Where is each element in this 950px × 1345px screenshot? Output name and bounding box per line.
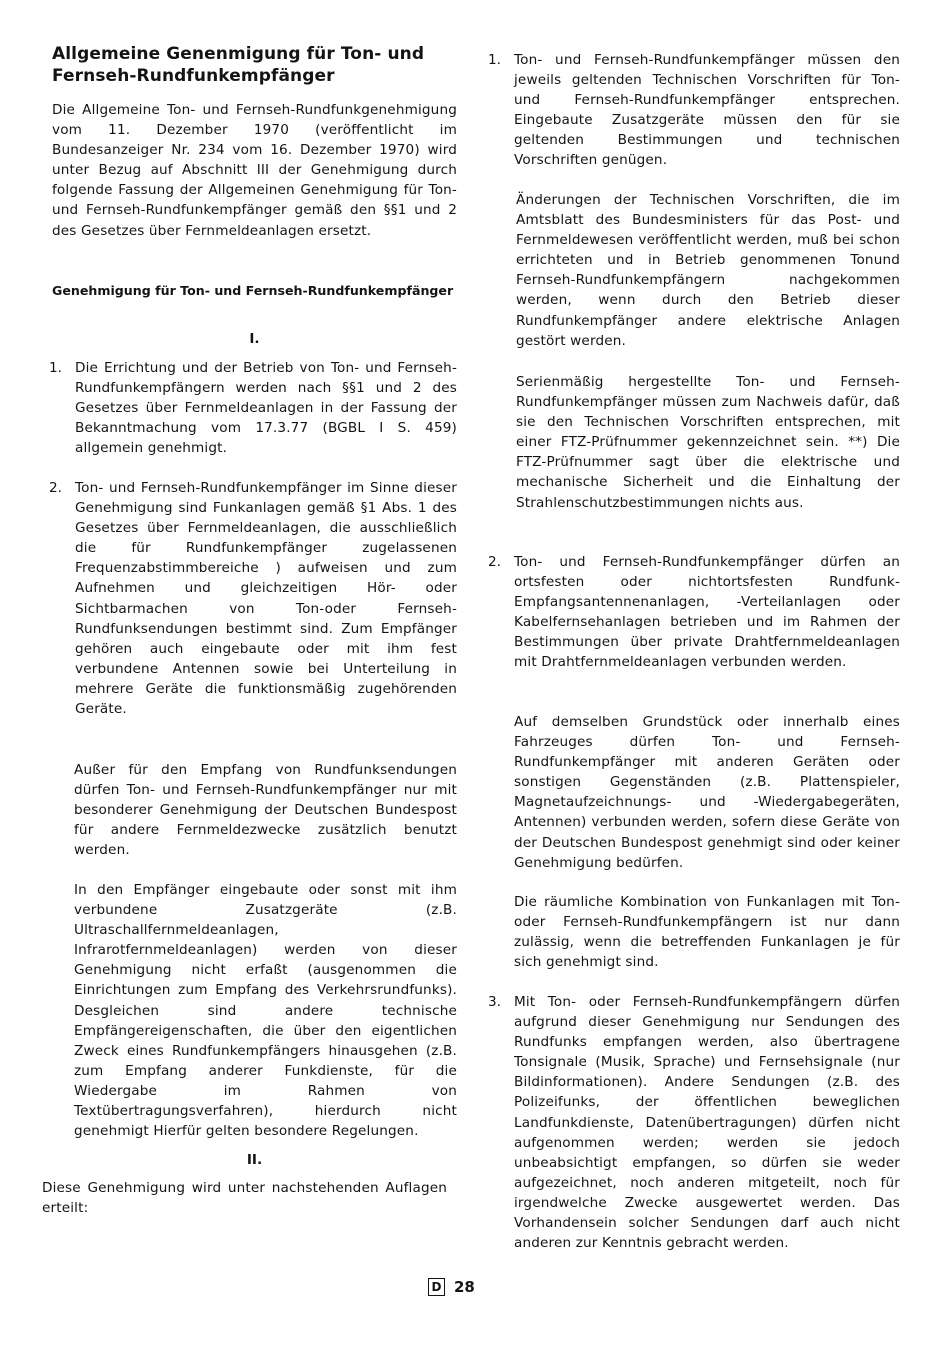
- paragraph-in-den: [74, 880, 457, 1141]
- paragraph-text: Die räumliche Kombination von Funkanlagen mit Ton- oder Fernseh-Rundfunkempfängern ist nur dann zulässig, wenn die betreffenden Funkanlagen je für sich genehmigt sind.: [514, 894, 900, 971]
- section-subheading: Genehmigung für Ton- und Fernseh-Rundfunkempfänger: [52, 283, 454, 298]
- list-item-text: Ton- und Fernseh-Rundfunkempfänger müssen den jeweils geltenden Technischen Vorschriften für Ton- und Fernseh-Rundfunkempfänger entsprechen. Eingebaute Zusatzgeräte müssen den für sie geltenden Bestimmungen und technischen Vorschriften genügen.: [514, 52, 900, 169]
- page-number: [428, 1278, 475, 1296]
- list-number: 3.: [488, 994, 501, 1010]
- right-list-item-1: [488, 50, 900, 171]
- paragraph-ausser: [74, 760, 457, 860]
- left-list-item-1: [49, 358, 457, 458]
- paragraph-text: Außer für den Empfang von Rundfunksendungen dürfen Ton- und Fernseh-Rundfunkempfänger nur mit besonderer Genehmigung der Deutschen Bundespost für andere Fernmeldezwecke zusätzlich benutzt werden.: [74, 762, 457, 859]
- paragraph-text: Diese Genehmigung wird unter nachstehenden Auflagen erteilt:: [42, 1180, 447, 1217]
- paragraph-text: Serienmäßig hergestellte Ton- und Fernseh-Rundfunkempfänger müssen zum Nachweis dafür, daß sie den Technischen Vorschriften entsprechen, mit einer FTZ-Prüfnummer gekennzeichnet sein. **) Die FTZ-Prüfnummer sagt über die elektrische und mechanische Sicherheit und die Einhaltung der Strahlenschutzbestimmungen nichts aus.: [516, 374, 900, 511]
- section-letter-box: D: [428, 1278, 445, 1296]
- list-item-text: Ton- und Fernseh-Rundfunkempfänger dürfen an ortsfesten oder nichtortsfesten Rundfunk-Empfangsantennenanlagen, -Verteilanlagen oder Kabelfernsehanlagen betrieben und im Rahmen der Bestimmungen über private Drahtfernmeldeanlagen mit Drahtfernmeldeanlagen verbunden werden.: [514, 554, 900, 671]
- paragraph-text: Auf demselben Grundstück oder innerhalb eines Fahrzeuges dürfen Ton- und Fernseh-Rundfunkempfänger mit anderen Geräten oder sonstigen Gegenständen (z.B. Plattenspieler, Magnetaufzeichnungs- und -Wiedergabegeräten, Antennen) verbunden werden, sofern diese Geräte von der Deutschen Bundespost genehmigt sind oder keiner Genehmigung bedürfen.: [514, 714, 900, 871]
- list-item-text: Die Errichtung und der Betrieb von Ton- und Fernseh-Rundfunkempfängern werden nach §§1 und 2 des Gesetzes über Fernmeldeanlagen in der Fassung der Bekanntmachung vom 17.3.77 (BGBL I S. 459) allgemein genehmigt.: [75, 360, 457, 457]
- right-list-item-2: [488, 552, 900, 673]
- paragraph-auf: [514, 712, 900, 873]
- intro-paragraph: [52, 100, 457, 241]
- right-list-item-3: [488, 992, 900, 1253]
- section-heading-ii: II.: [246, 1152, 263, 1168]
- list-number: 2.: [49, 480, 62, 496]
- paragraph-text: Änderungen der Technischen Vorschriften, die im Amtsblatt des Bundesministers für das Post- und Fernmeldewesen veröffentlicht werden, muß bei schon errichteten und in Betrieb genommenen Tonund Fernseh-Rundfunkempfängern nachgekommen werden, wenn durch den Betrieb dieser Rundfunkempfänger andere elektrische Anlagen gestört werden.: [516, 192, 900, 349]
- paragraph-text: In den Empfänger eingebaute oder sonst mit ihm verbundene Zusatzgeräte (z.B. Ultraschallfernmeldeanlagen, Infrarotfernmeldeanlagen) werden von dieser Genehmigung nicht erfaßt (ausgenommen die Einrichtungen zum Empfang des Verkehrsrundfunks). Desgleichen sind andere technische Empfängereigenschaften, die über den eigentlichen Zweck eines Rundfunkempfängers hinausgehen (z.B. zum Empfang anderer Funkdienste, für die Wiedergabe im Rahmen von Textübertragungsverfahren), hierdurch nicht genehmigt Hierfür gelten besondere Regelungen.: [74, 882, 457, 1140]
- page-number-text: 28: [454, 1278, 475, 1296]
- paragraph-raeumlich: [514, 892, 900, 972]
- left-list-item-2: [49, 478, 457, 719]
- list-item-text: Ton- und Fernseh-Rundfunkempfänger im Sinne dieser Genehmigung sind Funkanlagen gemäß §1 Abs. 1 des Gesetzes über Fernmeldeanlagen, die ausschließlich die für Rundfunkempfänger zugelassenen Frequenzabstimmbereiche ) aufweisen und zum Aufnehmen und gleichzeitigen Hör- oder Sichtbarmachen von Ton-oder Fernseh-Rundfunksendungen bestimmt sind. Zum Empfänger gehören auch eingebaute oder mit ihm fest verbundene Antennen sowie bei Unterteilung in mehrere Geräte die funktionsmäßig zugehörenden Geräte.: [75, 480, 457, 718]
- intro-text: Die Allgemeine Ton- und Fernseh-Rundfunkgenehmigung vom 11. Dezember 1970 (veröffentlicht im Bundesanzeiger Nr. 234 vom 16. Dezember 1970) wird unter Bezug auf Abschnitt III der Genehmigung durch folgende Fassung der Allgemeinen Genehmigung für Ton- und Fernseh-Rundfunkempfänger gemäß den §§1 und 2 des Gesetzes über Fernmeldeanlagen ersetzt.: [52, 102, 457, 239]
- section-heading-i: I.: [249, 331, 260, 347]
- list-number: 2.: [488, 554, 501, 570]
- list-number: 1.: [49, 360, 62, 376]
- paragraph-diese: [42, 1178, 447, 1218]
- left-column: [42, 0, 457, 1345]
- paragraph-serien: [516, 372, 900, 513]
- right-column: [488, 0, 900, 1345]
- list-item-text: Mit Ton- oder Fernseh-Rundfunkempfängern dürfen aufgrund dieser Genehmigung nur Sendungen des Rundfunks empfangen werden, also übertragene Tonsignale (Musik, Sprache) und Fernsehsignale (nur Bildinformationen). Andere Sendungen (z.B. des Polizeifunks, der öffentlichen beweglichen Landfunkdienste, Datenübertragungen) dürfen nicht aufgenommen werden; werden sie jedoch unbeabsichtigt empfangen, so dürfen sie weder aufgezeichnet, noch anderen mitgeteilt, noch für irgendwelche Zwecke ausgewertet werden. Das Vorhandensein solcher Sendungen darf auch nicht anderen zur Kenntnis gebracht werden.: [514, 994, 900, 1252]
- paragraph-aenderungen: [516, 190, 900, 351]
- page-title: Allgemeine Genenmigung für Ton- und Fernseh-Rundfunkempfänger: [52, 44, 425, 86]
- list-number: 1.: [488, 52, 501, 68]
